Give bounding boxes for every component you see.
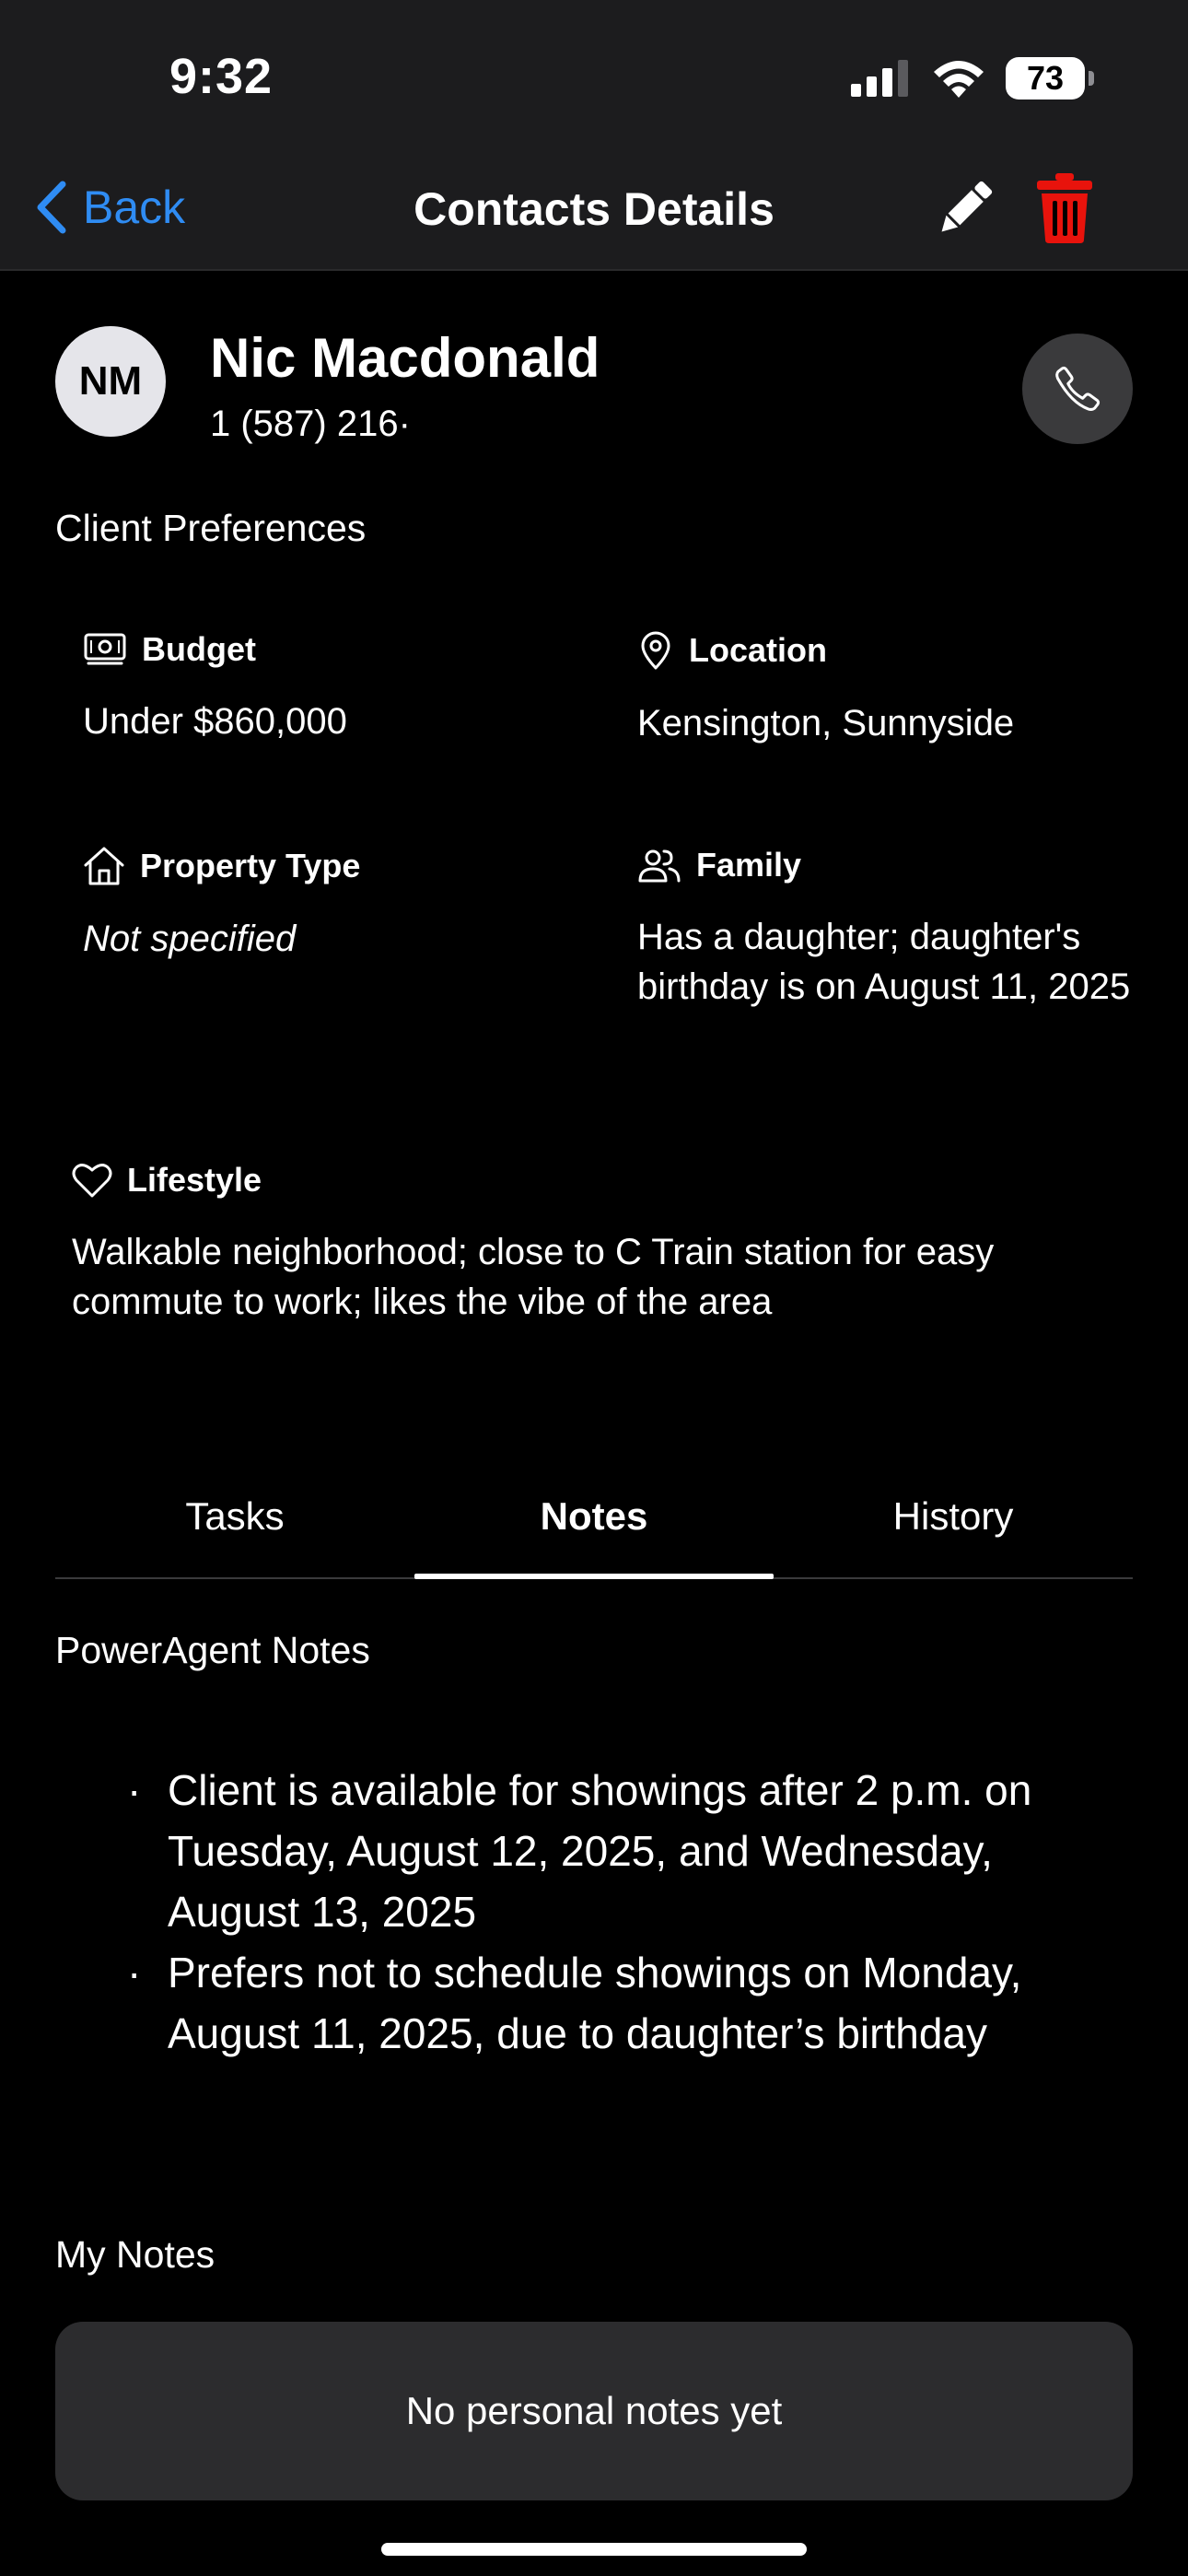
lifestyle-value: Walkable neighborhood; close to C Train station for easy commute to work; likes the vibe of the area [72, 1232, 995, 1322]
lifestyle-label: Lifestyle [127, 1161, 262, 1199]
budget-preference [83, 630, 599, 746]
page-title: Contacts Details [413, 183, 775, 235]
location-label: Location [689, 631, 827, 669]
cellular-signal-icon [851, 60, 912, 97]
property-type-value: Not specified [83, 919, 297, 959]
poweragent-notes-list [122, 1760, 1107, 2064]
users-icon [637, 847, 681, 884]
property-type-preference [83, 846, 599, 964]
empty-notes-card[interactable] [55, 2322, 1133, 2500]
tab-history[interactable]: History [892, 1494, 1014, 1538]
list-item: · Prefers not to schedule showings on Monday, August 11, 2025, due to daughter’s birthday [122, 1942, 1107, 2064]
location-value: Kensington, Sunnyside [637, 703, 1015, 744]
status-icons [851, 57, 1085, 100]
family-label: Family [696, 846, 802, 884]
family-preference [637, 846, 1135, 1012]
family-value: Has a daughter; daughter's birthday is on August 11, 2025 [637, 917, 1131, 1007]
lifestyle-preference [72, 1161, 1140, 1327]
property-type-label: Property Type [140, 847, 361, 884]
budget-label: Budget [142, 630, 256, 668]
map-pin-icon [637, 630, 674, 671]
status-time: 9:32 [169, 49, 274, 104]
money-icon [83, 631, 127, 668]
budget-value: Under $860,000 [83, 701, 347, 742]
house-icon [83, 846, 125, 886]
tab-notes[interactable]: Notes [414, 1474, 774, 1577]
pencil-icon [932, 175, 998, 241]
battery-level: 73 [1026, 59, 1065, 97]
phone-icon [1052, 363, 1103, 415]
call-button[interactable] [1022, 334, 1133, 444]
list-item: · Client is available for showings after 2 p.m. on Tuesday, August 12, 2025, and Wednesday, August 13, 2025 [122, 1760, 1107, 1942]
avatar: NM [55, 326, 166, 437]
edit-button[interactable] [932, 175, 998, 241]
client-preferences-title: Client Preferences [55, 507, 367, 549]
chevron-left-icon [35, 181, 66, 234]
tab-tasks[interactable]: Tasks [185, 1494, 285, 1538]
heart-icon [72, 1162, 112, 1199]
contact-name: Nic Macdonald [210, 327, 600, 389]
battery-icon [1006, 57, 1085, 100]
back-label: Back [83, 181, 186, 233]
tab-bar [55, 1474, 1133, 1579]
location-preference [637, 630, 1135, 748]
trash-icon [1035, 173, 1094, 243]
contact-phone: 1 (587) 216· [210, 404, 411, 444]
my-notes-title: My Notes [55, 2233, 215, 2276]
back-button[interactable] [35, 181, 185, 234]
top-bar [0, 0, 1188, 271]
poweragent-notes-title: PowerAgent Notes [55, 1629, 370, 1671]
delete-button[interactable] [1035, 173, 1094, 243]
wifi-icon [932, 59, 985, 98]
home-indicator[interactable] [381, 2543, 807, 2556]
empty-notes-text: No personal notes yet [405, 2389, 783, 2432]
